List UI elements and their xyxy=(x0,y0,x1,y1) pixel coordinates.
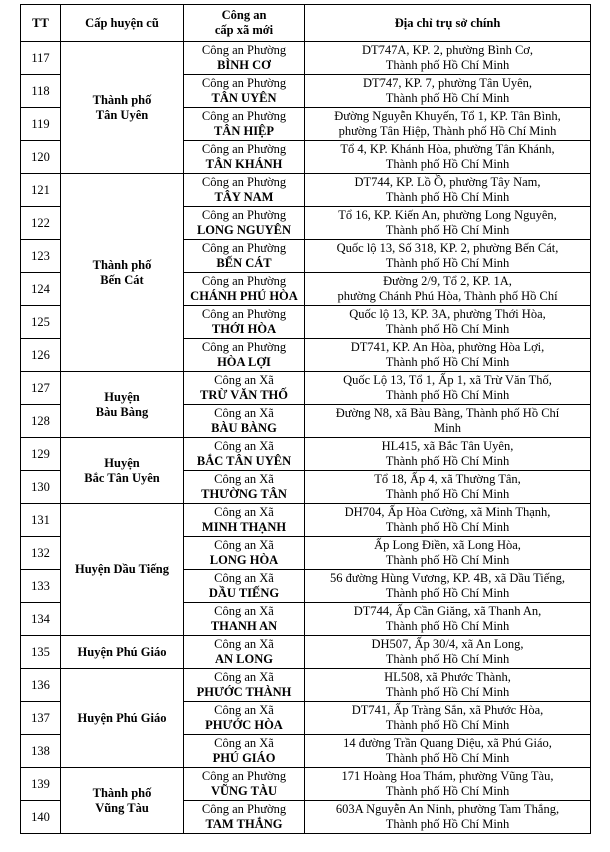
address-line-2: Thành phố Hồ Chí Minh xyxy=(385,553,510,567)
row-number: 140 xyxy=(21,801,61,834)
address-line-1: Quốc lộ 13, Số 318, KP. 2, phường Bến Cát, xyxy=(336,241,559,255)
address-line-1: HL508, xã Phước Thành, xyxy=(384,670,511,684)
police-unit-cell xyxy=(184,207,305,240)
address-line-1: DT741, KP. An Hòa, phường Hòa Lợi, xyxy=(350,340,545,354)
address-line-1: DT741, Ấp Tràng Sắn, xã Phước Hòa, xyxy=(351,703,544,717)
address-cell xyxy=(305,537,591,570)
police-unit-type: Công an Phường xyxy=(201,109,287,123)
police-unit-cell xyxy=(184,108,305,141)
district-name-line: Vũng Tàu xyxy=(95,800,149,815)
police-unit-type: Công an Xã xyxy=(214,505,274,519)
police-unit-cell xyxy=(184,405,305,438)
row-number: 124 xyxy=(21,273,61,306)
police-unit-name: BẮC TÂN UYÊN xyxy=(196,454,292,468)
address-line-2: Thành phố Hồ Chí Minh xyxy=(385,223,510,237)
police-unit-cell xyxy=(184,75,305,108)
address-line-2: Thành phố Hồ Chí Minh xyxy=(385,190,510,204)
district-name-line: Bến Cát xyxy=(100,272,144,287)
address-cell xyxy=(305,240,591,273)
police-unit-name: TRỪ VĂN THỐ xyxy=(200,388,288,402)
address-line-2: Thành phố Hồ Chí Minh xyxy=(385,751,510,765)
police-unit-type: Công an Xã xyxy=(214,670,274,684)
police-unit-name: TAM THẮNG xyxy=(205,817,283,831)
district-name-line: Huyện xyxy=(104,389,140,404)
row-number: 122 xyxy=(21,207,61,240)
police-unit-type: Công an Phường xyxy=(201,241,287,255)
police-unit-name: PHƯỚC THÀNH xyxy=(196,685,292,699)
police-unit-name: HÒA LỢI xyxy=(217,355,271,369)
address-line-1: DT744, KP. Lồ Ồ, phường Tây Nam, xyxy=(354,175,541,189)
district-name-line: Huyện Phú Giáo xyxy=(77,710,167,725)
address-line-2: Thành phố Hồ Chí Minh xyxy=(385,520,510,534)
address-line-1: DH704, Ấp Hòa Cường, xã Minh Thạnh, xyxy=(344,505,551,519)
address-line-1: HL415, xã Bắc Tân Uyên, xyxy=(381,439,514,453)
address-cell xyxy=(305,207,591,240)
table-row xyxy=(21,636,591,669)
police-unit-cell xyxy=(184,141,305,174)
address-line-2: Thành phố Hồ Chí Minh xyxy=(385,256,510,270)
table-row xyxy=(21,174,591,207)
address-line-1: Tổ 4, KP. Khánh Hòa, phường Tân Khánh, xyxy=(340,142,555,156)
row-number: 138 xyxy=(21,735,61,768)
police-unit-name: VŨNG TÀU xyxy=(210,784,278,798)
table-header-row xyxy=(21,5,591,42)
address-cell xyxy=(305,108,591,141)
police-unit-name: BÌNH CƠ xyxy=(217,58,271,72)
header-address: Địa chỉ trụ sở chính xyxy=(305,5,591,42)
police-unit-cell xyxy=(184,570,305,603)
address-line-1: 14 đường Trần Quang Diệu, xã Phú Giáo, xyxy=(343,736,552,750)
police-unit-type: Công an Xã xyxy=(214,472,274,486)
table-row xyxy=(21,669,591,702)
row-number: 131 xyxy=(21,504,61,537)
address-cell xyxy=(305,339,591,372)
header-district: Cấp huyện cũ xyxy=(61,5,184,42)
district-name-line: Thành phố xyxy=(92,785,152,800)
address-line-2: phường Chánh Phú Hòa, Thành phố Hồ Chí xyxy=(337,289,558,303)
police-unit-type: Công an Phường xyxy=(201,274,287,288)
police-unit-cell xyxy=(184,174,305,207)
police-unit-name: BẾN CÁT xyxy=(216,256,272,270)
police-unit-name: LONG HÒA xyxy=(209,553,279,567)
row-number: 137 xyxy=(21,702,61,735)
police-unit-name: LONG NGUYÊN xyxy=(196,223,292,237)
police-unit-type: Công an Phường xyxy=(201,76,287,90)
address-cell xyxy=(305,768,591,801)
address-line-1: Quốc Lộ 13, Tổ 1, Ấp 1, xã Trừ Văn Thố, xyxy=(343,373,552,387)
police-unit-cell xyxy=(184,603,305,636)
table-row xyxy=(21,768,591,801)
row-number: 123 xyxy=(21,240,61,273)
district-cell xyxy=(61,669,184,768)
police-unit-type: Công an Phường xyxy=(201,802,287,816)
address-line-1: DH507, Ấp 30/4, xã An Long, xyxy=(371,637,524,651)
address-line-2: Thành phố Hồ Chí Minh xyxy=(385,91,510,105)
police-unit-type: Công an Phường xyxy=(201,208,287,222)
address-line-2: Thành phố Hồ Chí Minh xyxy=(385,652,510,666)
police-unit-cell xyxy=(184,669,305,702)
police-unit-cell xyxy=(184,735,305,768)
address-cell xyxy=(305,75,591,108)
address-line-2: phường Tân Hiệp, Thành phố Hồ Chí Minh xyxy=(338,124,557,138)
address-line-2: Thành phố Hồ Chí Minh xyxy=(385,817,510,831)
address-line-1: Ấp Long Điền, xã Long Hòa, xyxy=(374,538,521,552)
district-name-line: Thành phố xyxy=(92,257,152,272)
address-line-1: Quốc lộ 13, KP. 3A, phường Thới Hòa, xyxy=(349,307,546,321)
row-number: 135 xyxy=(21,636,61,669)
police-unit-name: AN LONG xyxy=(215,652,273,666)
district-name-line: Thành phố xyxy=(92,92,152,107)
police-unit-type: Công an Xã xyxy=(214,703,274,717)
row-number: 130 xyxy=(21,471,61,504)
address-cell xyxy=(305,174,591,207)
row-number: 118 xyxy=(21,75,61,108)
row-number: 129 xyxy=(21,438,61,471)
police-unit-type: Công an Xã xyxy=(214,736,274,750)
address-line-2: Thành phố Hồ Chí Minh xyxy=(385,619,510,633)
police-unit-type: Công an Phường xyxy=(201,340,287,354)
police-unit-cell xyxy=(184,636,305,669)
address-cell xyxy=(305,405,591,438)
address-line-1: Tổ 16, KP. Kiến An, phường Long Nguyên, xyxy=(338,208,557,222)
district-name-line: Huyện Dầu Tiếng xyxy=(74,562,169,576)
police-unit-name: PHƯỚC HÒA xyxy=(205,718,283,732)
police-unit-name: TÂN UYÊN xyxy=(211,91,277,105)
district-name-line: Huyện Phú Giáo xyxy=(77,644,167,659)
table-body xyxy=(21,42,591,834)
police-unit-cell xyxy=(184,504,305,537)
address-line-1: DT747A, KP. 2, phường Bình Cơ, xyxy=(361,43,534,57)
address-line-1: Tổ 18, Ấp 4, xã Thường Tân, xyxy=(374,472,521,486)
police-unit-type: Công an Phường xyxy=(201,43,287,57)
police-unit-type: Công an Xã xyxy=(214,406,274,420)
address-cell xyxy=(305,603,591,636)
police-unit-name: THANH AN xyxy=(210,619,278,633)
row-number: 121 xyxy=(21,174,61,207)
table-row xyxy=(21,372,591,405)
police-unit-name: TÂN HIỆP xyxy=(213,124,275,138)
row-number: 139 xyxy=(21,768,61,801)
police-unit-type: Công an Phường xyxy=(201,142,287,156)
address-cell xyxy=(305,438,591,471)
district-name-line: Huyện xyxy=(104,455,140,470)
address-line-1: DT747, KP. 7, phường Tân Uyên, xyxy=(362,76,533,90)
address-line-1: Đường N8, xã Bàu Bàng, Thành phố Hồ Chí xyxy=(335,406,560,420)
row-number: 133 xyxy=(21,570,61,603)
table-row xyxy=(21,438,591,471)
address-cell xyxy=(305,702,591,735)
police-unit-type: Công an Xã xyxy=(214,439,274,453)
police-unit-type: Công an Phường xyxy=(201,307,287,321)
district-cell xyxy=(61,768,184,834)
address-cell xyxy=(305,141,591,174)
address-cell xyxy=(305,669,591,702)
police-unit-cell xyxy=(184,273,305,306)
table-row xyxy=(21,504,591,537)
address-line-2: Thành phố Hồ Chí Minh xyxy=(385,157,510,171)
police-unit-cell xyxy=(184,240,305,273)
row-number: 120 xyxy=(21,141,61,174)
police-unit-cell xyxy=(184,339,305,372)
address-cell xyxy=(305,273,591,306)
header-police-line2: cấp xã mới xyxy=(214,23,274,37)
district-cell xyxy=(61,504,184,636)
row-number: 132 xyxy=(21,537,61,570)
police-unit-cell xyxy=(184,801,305,834)
header-tt: TT xyxy=(21,5,61,42)
police-unit-type: Công an Xã xyxy=(214,604,274,618)
police-unit-cell xyxy=(184,471,305,504)
police-address-table xyxy=(20,4,591,834)
police-unit-type: Công an Phường xyxy=(201,175,287,189)
district-cell xyxy=(61,42,184,174)
district-name-line: Tân Uyên xyxy=(95,107,149,122)
table-row xyxy=(21,42,591,75)
police-unit-name: CHÁNH PHÚ HÒA xyxy=(190,289,298,303)
police-unit-cell xyxy=(184,702,305,735)
row-number: 134 xyxy=(21,603,61,636)
district-cell xyxy=(61,636,184,669)
address-line-1: 603A Nguyễn An Ninh, phường Tam Thắng, xyxy=(335,802,560,816)
address-cell xyxy=(305,42,591,75)
address-line-2: Thành phố Hồ Chí Minh xyxy=(385,685,510,699)
address-cell xyxy=(305,570,591,603)
district-name-line: Bàu Bàng xyxy=(95,404,149,419)
row-number: 125 xyxy=(21,306,61,339)
address-line-2: Minh xyxy=(433,421,462,435)
address-cell xyxy=(305,504,591,537)
address-cell xyxy=(305,636,591,669)
police-unit-cell xyxy=(184,42,305,75)
address-line-2: Thành phố Hồ Chí Minh xyxy=(385,322,510,336)
header-police-line1: Công an xyxy=(221,8,267,22)
row-number: 127 xyxy=(21,372,61,405)
row-number: 119 xyxy=(21,108,61,141)
police-unit-type: Công an Xã xyxy=(214,637,274,651)
address-line-2: Thành phố Hồ Chí Minh xyxy=(385,718,510,732)
district-name-line: Bắc Tân Uyên xyxy=(84,470,160,485)
address-cell xyxy=(305,471,591,504)
police-unit-name: TÂY NAM xyxy=(214,190,274,204)
address-line-2: Thành phố Hồ Chí Minh xyxy=(385,388,510,402)
police-unit-cell xyxy=(184,306,305,339)
address-cell xyxy=(305,306,591,339)
address-line-2: Thành phố Hồ Chí Minh xyxy=(385,784,510,798)
police-unit-type: Công an Xã xyxy=(214,571,274,585)
row-number: 126 xyxy=(21,339,61,372)
police-unit-cell xyxy=(184,438,305,471)
address-line-2: Thành phố Hồ Chí Minh xyxy=(385,487,510,501)
police-unit-name: BÀU BÀNG xyxy=(211,421,277,435)
district-cell xyxy=(61,372,184,438)
police-unit-type: Công an Phường xyxy=(201,769,287,783)
police-unit-type: Công an Xã xyxy=(214,538,274,552)
police-unit-name: TÂN KHÁNH xyxy=(205,157,283,171)
address-cell xyxy=(305,801,591,834)
row-number: 136 xyxy=(21,669,61,702)
address-line-1: Đường 2/9, Tổ 2, KP. 1A, xyxy=(383,274,512,288)
police-unit-name: PHÚ GIÁO xyxy=(212,751,276,765)
address-line-2: Thành phố Hồ Chí Minh xyxy=(385,58,510,72)
police-unit-name: DẦU TIẾNG xyxy=(208,586,280,600)
row-number: 117 xyxy=(21,42,61,75)
address-line-1: 171 Hoàng Hoa Thám, phường Vũng Tàu, xyxy=(341,769,554,783)
header-police-unit xyxy=(184,5,305,42)
address-line-1: DT744, Ấp Cần Giăng, xã Thanh An, xyxy=(353,604,542,618)
address-line-1: Đường Nguyễn Khuyến, Tổ 1, KP. Tân Bình, xyxy=(334,109,561,123)
address-cell xyxy=(305,735,591,768)
police-unit-name: THỚI HÒA xyxy=(211,322,277,336)
police-unit-type: Công an Xã xyxy=(214,373,274,387)
police-unit-name: THƯỜNG TÂN xyxy=(201,487,287,501)
address-line-2: Thành phố Hồ Chí Minh xyxy=(385,355,510,369)
police-unit-cell xyxy=(184,372,305,405)
police-unit-cell xyxy=(184,537,305,570)
district-cell xyxy=(61,438,184,504)
address-cell xyxy=(305,372,591,405)
police-unit-cell xyxy=(184,768,305,801)
address-line-2: Thành phố Hồ Chí Minh xyxy=(385,586,510,600)
row-number: 128 xyxy=(21,405,61,438)
police-unit-name: MINH THẠNH xyxy=(201,520,287,534)
district-cell xyxy=(61,174,184,372)
address-line-1: 56 đường Hùng Vương, KP. 4B, xã Dầu Tiếng, xyxy=(330,571,565,585)
address-line-2: Thành phố Hồ Chí Minh xyxy=(385,454,510,468)
